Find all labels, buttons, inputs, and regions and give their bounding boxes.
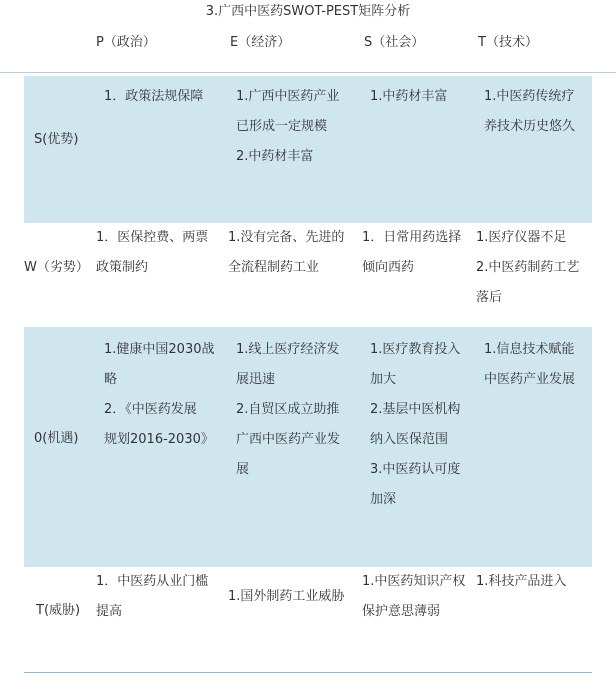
cell-opportunities-technology — [484, 335, 575, 395]
cell-line: 落后 — [476, 290, 503, 305]
header-technology: T（技术） — [478, 35, 538, 50]
cell-strengths-economic — [236, 82, 339, 172]
cell-line: 中医药产业发展 — [484, 372, 576, 387]
header-social: S（社会） — [364, 35, 425, 50]
cell-line: 1.没有完备、先进的 — [228, 230, 345, 245]
row-label-strengths: S(优势) — [34, 132, 79, 147]
row-label-threats: T(威胁) — [36, 603, 81, 618]
cell-line: 1.广西中医药产业 — [236, 89, 340, 104]
cell-opportunities-political — [104, 335, 215, 455]
cell-line: 1.国外制药工业威胁 — [228, 589, 345, 604]
cell-strengths-social — [370, 82, 447, 112]
row-label-weaknesses: W（劣势） — [24, 260, 89, 275]
cell-line: 2.中药材丰富 — [236, 149, 314, 164]
cell-line: 1．日常用药选择 — [362, 230, 462, 245]
cell-line: 倾向西药 — [362, 260, 415, 275]
cell-line: 3.中医药认可度 — [370, 462, 461, 477]
cell-line: 已形成一定规模 — [236, 119, 328, 134]
cell-line: 1.医疗仪器不足 — [476, 230, 567, 245]
row-label-opportunities: 0(机遇) — [34, 431, 79, 446]
table-row-threats — [24, 567, 592, 671]
cell-line: 2．《中医药发展 — [104, 402, 197, 417]
cell-line: 1.健康中国2030战 — [104, 342, 215, 357]
cell-line: 2.中医药制药工艺 — [476, 260, 580, 275]
table-header — [0, 24, 616, 73]
cell-line: 纳入医保范围 — [370, 432, 449, 447]
page-title: 3.广西中医药SWOT-PEST矩阵分析 — [205, 4, 411, 19]
cell-weaknesses-economic — [228, 223, 344, 283]
header-political: P（政治） — [96, 35, 156, 50]
cell-line: 养技术历史悠久 — [484, 119, 576, 134]
cell-line: 1．中医药从业门槛 — [96, 574, 209, 589]
cell-line: 保护意思薄弱 — [362, 604, 441, 619]
cell-line: 1.医疗教育投入 — [370, 342, 461, 357]
cell-line: 提高 — [96, 604, 123, 619]
cell-weaknesses-political — [96, 223, 208, 283]
cell-line: 1.中医药知识产权 — [362, 574, 466, 589]
cell-line: 全流程制药工业 — [228, 260, 320, 275]
cell-line: 展迅速 — [236, 372, 276, 387]
cell-threats-technology — [476, 567, 566, 597]
cell-line: 略 — [104, 372, 118, 387]
cell-weaknesses-technology — [476, 223, 579, 313]
cell-line: 政策制约 — [96, 260, 149, 275]
cell-line: 1.科技产品进入 — [476, 574, 567, 589]
cell-line: 加大 — [370, 372, 397, 387]
cell-line: 规划2016-2030》 — [104, 432, 214, 447]
cell-line: 1．医保控费、两票 — [96, 230, 209, 245]
cell-line: 1.中药材丰富 — [370, 89, 448, 104]
cell-line: 2.基层中医机构 — [370, 402, 461, 417]
cell-line: 1.中医药传统疗 — [484, 89, 575, 104]
table-row-strengths — [24, 76, 592, 223]
cell-weaknesses-social — [362, 223, 461, 283]
cell-line: 展 — [236, 462, 250, 477]
table-row-opportunities — [24, 327, 592, 567]
cell-threats-social — [362, 567, 465, 627]
cell-line: 1．政策法规保障 — [104, 89, 204, 104]
cell-line: 加深 — [370, 492, 397, 507]
table-bottom-rule — [24, 672, 592, 673]
cell-line: 1.信息技术赋能 — [484, 342, 575, 357]
cell-line: 广西中医药产业发 — [236, 432, 341, 447]
table-row-weaknesses — [24, 223, 592, 327]
cell-line: 2.自贸区成立助推 — [236, 402, 340, 417]
cell-opportunities-economic — [236, 335, 340, 485]
cell-opportunities-social — [370, 335, 460, 515]
cell-strengths-political — [104, 82, 203, 112]
cell-threats-political — [96, 567, 208, 627]
cell-strengths-technology — [484, 82, 575, 142]
cell-line: 1.线上医疗经济发 — [236, 342, 340, 357]
cell-threats-economic — [228, 582, 344, 612]
header-economic: E（经济） — [230, 35, 291, 50]
